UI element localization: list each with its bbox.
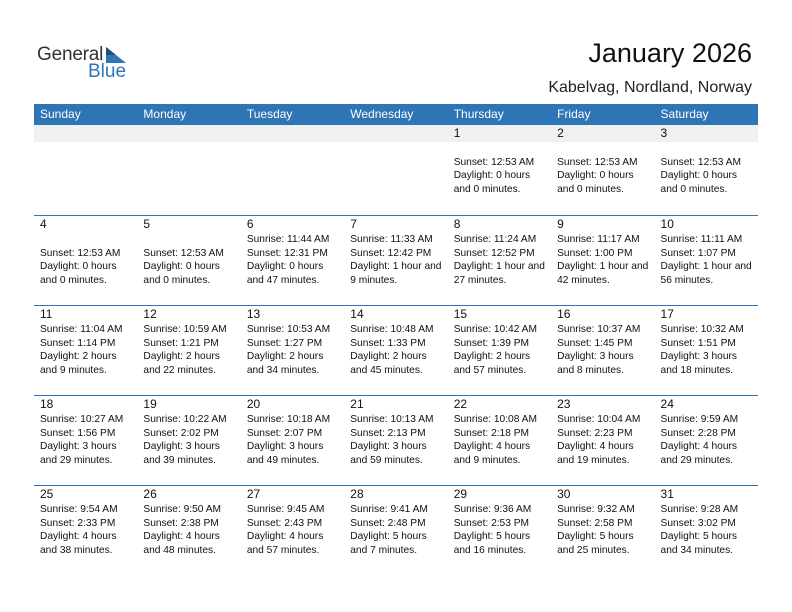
day-cell: [655, 125, 758, 215]
day-cell: [551, 215, 654, 305]
sunset-text: Sunset: 1:00 PM: [557, 247, 633, 259]
sunrise-text: Sunrise: 10:04 AM: [557, 414, 641, 425]
sunset-text: Sunset: 1:14 PM: [40, 337, 116, 349]
sunset-text: Sunset: 12:53 AM: [40, 247, 121, 259]
sunset-text: Sunset: 1:56 PM: [40, 427, 116, 439]
daylight-text: and 34 minutes.: [246, 364, 320, 376]
sunrise-text: Sunrise: 11:17 AM: [557, 234, 640, 245]
sunrise-text: Sunrise: 10:27 AM: [40, 414, 124, 425]
sunrise-text: [557, 142, 652, 156]
daylight-text: and 57 minutes.: [246, 544, 320, 556]
weekday-header-row: [34, 104, 758, 125]
day-sun-info: [241, 233, 344, 287]
day-number: 4: [40, 217, 47, 231]
day-cell: [34, 215, 137, 305]
sunset-text: Sunset: 2:43 PM: [246, 517, 323, 529]
daylight-text: Daylight: 5 hours: [660, 531, 737, 542]
day-number: 25: [40, 487, 54, 501]
sunset-text: Sunset: 2:07 PM: [246, 427, 323, 439]
day-number: 30: [557, 487, 571, 501]
daylight-text: Daylight: 0 hours: [557, 170, 634, 181]
day-sun-info: [241, 413, 344, 467]
day-sun-info: [137, 503, 240, 557]
sunset-text: Sunset: 2:28 PM: [660, 427, 736, 439]
day-number: [344, 125, 447, 142]
day-cell: [34, 395, 137, 485]
daylight-text: 56 minutes.: [660, 274, 714, 286]
daylight-text: 9 minutes.: [350, 274, 398, 286]
daylight-text: Daylight: 4 hours: [246, 531, 324, 542]
week-row: [34, 485, 758, 575]
day-number: 16: [557, 307, 571, 321]
day-cell: [137, 125, 240, 215]
day-number: 13: [246, 307, 261, 321]
day-sun-info: [655, 142, 758, 196]
daylight-text: and 25 minutes.: [557, 544, 630, 556]
week-row: [34, 125, 758, 215]
day-sun-info: [448, 413, 551, 467]
sunset-text: Sunset: 12:53 AM: [660, 156, 741, 168]
daylight-text: Daylight: 5 hours: [350, 531, 427, 542]
day-cell: [34, 125, 137, 215]
daylight-text: and 0 minutes.: [143, 274, 211, 286]
daylight-text: and 7 minutes.: [350, 544, 418, 556]
day-cell: [448, 485, 551, 575]
day-number: 12: [143, 307, 157, 321]
daylight-text: Daylight: 3 hours: [246, 441, 324, 452]
day-cell: [241, 395, 344, 485]
sunrise-text: [40, 233, 135, 247]
sunset-text: Sunset: 1:33 PM: [350, 337, 426, 349]
day-sun-info: [655, 233, 758, 287]
sunset-text: Sunset: 2:13 PM: [350, 427, 426, 439]
daylight-text: Daylight: 3 hours: [557, 351, 634, 362]
daylight-text: Daylight: 0 hours: [660, 170, 737, 181]
sunset-text: Sunset: 2:18 PM: [453, 427, 530, 439]
daylight-text: and 38 minutes.: [40, 544, 113, 556]
daylight-text: and 16 minutes.: [453, 544, 527, 556]
sunset-text: Sunset: 1:51 PM: [660, 337, 736, 349]
weekday-thursday: Thursday: [453, 107, 504, 121]
daylight-text: and 0 minutes.: [557, 183, 624, 195]
sunrise-text: Sunrise: 11:04 AM: [40, 324, 123, 335]
sunset-text: Sunset: 3:02 PM: [660, 517, 736, 529]
day-sun-info: [34, 233, 137, 287]
day-number: 5: [143, 217, 151, 231]
sunset-text: Sunset: 1:45 PM: [557, 337, 633, 349]
sunrise-text: Sunrise: 10:59 AM: [143, 324, 227, 335]
month-calendar: [34, 104, 758, 575]
daylight-text: and 0 minutes.: [660, 183, 728, 195]
day-cell: [655, 485, 758, 575]
day-sun-info: [551, 142, 654, 196]
daylight-text: Daylight: 3 hours: [40, 441, 117, 452]
day-number: 11: [40, 307, 53, 321]
day-cell: [344, 125, 447, 215]
weekday-tuesday: Tuesday: [246, 107, 293, 121]
sunrise-text: Sunrise: 11:33 AM: [350, 234, 433, 245]
daylight-text: Daylight: 4 hours: [143, 531, 220, 542]
sunset-text: Sunset: 1:27 PM: [246, 337, 323, 349]
sunrise-text: Sunrise: 11:11 AM: [660, 234, 743, 245]
sunset-text: Sunset: 12:42 PM: [350, 247, 432, 259]
day-cell: [551, 395, 654, 485]
day-sun-info: [34, 323, 137, 377]
sunrise-text: Sunrise: 10:22 AM: [143, 414, 227, 425]
day-sun-info: [655, 503, 758, 557]
sunrise-text: Sunrise: 9:54 AM: [40, 504, 118, 515]
daylight-text: and 0 minutes.: [453, 183, 521, 195]
sunrise-text: Sunrise: 9:41 AM: [350, 504, 428, 515]
sunrise-text: Sunrise: 10:18 AM: [246, 414, 331, 425]
day-sun-info: [344, 503, 447, 557]
sunset-text: Sunset: 2:58 PM: [557, 517, 633, 529]
day-number: 19: [143, 397, 157, 411]
daylight-text: Daylight: 4 hours: [453, 441, 531, 452]
daylight-text: and 18 minutes.: [660, 364, 734, 376]
day-number: 3: [655, 125, 758, 142]
sunrise-text: Sunrise: 9:36 AM: [453, 504, 532, 515]
week-row: [34, 395, 758, 485]
day-sun-info: [655, 323, 758, 377]
day-number: 2: [551, 125, 654, 142]
daylight-text: and 8 minutes.: [557, 364, 624, 376]
daylight-text: and 57 minutes.: [453, 364, 527, 376]
day-cell: [137, 485, 240, 575]
sunset-text: Sunset: 1:07 PM: [660, 247, 736, 259]
day-number: 18: [40, 397, 54, 411]
sunrise-text: Sunrise: 10:08 AM: [453, 414, 537, 425]
day-cell: [655, 395, 758, 485]
sunrise-text: Sunrise: 9:32 AM: [557, 504, 635, 515]
logo-word-blue: Blue: [88, 61, 127, 82]
day-number: 8: [453, 217, 461, 231]
calendar-location: Kabelvag, Nordland, Norway: [548, 79, 752, 96]
daylight-text: and 39 minutes.: [143, 454, 216, 466]
daylight-text: Daylight: 2 hours: [246, 351, 324, 362]
sunrise-text: Sunrise: 10:48 AM: [350, 324, 434, 335]
day-sun-info: [344, 323, 447, 377]
day-sun-info: [551, 323, 654, 377]
daylight-text: and 47 minutes.: [246, 274, 320, 286]
daylight-text: Daylight: 1 hour and: [453, 261, 545, 272]
daylight-text: Daylight: 0 hours: [143, 261, 220, 272]
sunrise-text: [143, 233, 238, 247]
daylight-text: and 29 minutes.: [660, 454, 734, 466]
logo-word-general: General: [37, 44, 104, 65]
sunrise-text: Sunrise: 11:24 AM: [453, 234, 537, 245]
sunrise-text: Sunrise: 9:59 AM: [660, 414, 739, 425]
sunrise-text: Sunrise: 10:42 AM: [453, 324, 537, 335]
day-cell: [551, 125, 654, 215]
weekday-saturday: Saturday: [660, 107, 709, 121]
sunset-text: Sunset: 2:48 PM: [350, 517, 426, 529]
day-number: [137, 125, 240, 142]
day-sun-info: [551, 503, 654, 557]
daylight-text: Daylight: 2 hours: [40, 351, 117, 362]
daylight-text: and 9 minutes.: [40, 364, 107, 376]
sunset-text: Sunset: 12:53 AM: [453, 156, 535, 168]
day-cell: [34, 485, 137, 575]
day-sun-info: [448, 503, 551, 557]
day-cell: [655, 215, 758, 305]
day-cell: [551, 305, 654, 395]
daylight-text: Daylight: 4 hours: [40, 531, 117, 542]
sunset-text: Sunset: 2:53 PM: [453, 517, 530, 529]
day-number: 26: [143, 487, 157, 501]
day-sun-info: [448, 142, 551, 196]
day-cell: [448, 215, 551, 305]
day-number: 22: [453, 397, 468, 411]
sunrise-text: [454, 142, 549, 156]
day-number: 23: [557, 397, 571, 411]
sunrise-text: Sunrise: 10:32 AM: [660, 324, 744, 335]
day-cell: [137, 215, 240, 305]
daylight-text: and 49 minutes.: [246, 454, 320, 466]
sunset-text: Sunset: 12:53 AM: [143, 247, 224, 259]
day-sun-info: [137, 323, 240, 377]
daylight-text: Daylight: 3 hours: [143, 441, 220, 452]
day-sun-info: [34, 413, 137, 467]
sunrise-text: Sunrise: 10:13 AM: [350, 414, 434, 425]
daylight-text: Daylight: 2 hours: [350, 351, 427, 362]
day-cell: [344, 215, 447, 305]
sunrise-text: Sunrise: 11:44 AM: [246, 234, 330, 245]
day-number: 28: [350, 487, 364, 501]
daylight-text: Daylight: 5 hours: [453, 531, 531, 542]
daylight-text: 42 minutes.: [557, 274, 610, 286]
day-cell: [241, 305, 344, 395]
day-number: 14: [350, 307, 364, 321]
sunrise-text: Sunrise: 10:37 AM: [557, 324, 641, 335]
daylight-text: Daylight: 1 hour and: [350, 261, 442, 272]
sunrise-text: [661, 142, 756, 156]
daylight-text: Daylight: 0 hours: [246, 261, 324, 272]
sunset-text: Sunset: 2:02 PM: [143, 427, 219, 439]
daylight-text: and 59 minutes.: [350, 454, 423, 466]
sunset-text: Sunset: 1:39 PM: [453, 337, 530, 349]
day-sun-info: [137, 413, 240, 467]
daylight-text: and 0 minutes.: [40, 274, 107, 286]
day-cell: [344, 395, 447, 485]
daylight-text: Daylight: 5 hours: [557, 531, 634, 542]
day-number: [241, 125, 344, 142]
weekday-wednesday: Wednesday: [350, 107, 414, 121]
daylight-text: Daylight: 0 hours: [40, 261, 117, 272]
calendar-title: January 2026: [588, 38, 752, 68]
sunset-text: Sunset: 1:21 PM: [143, 337, 219, 349]
day-number: 21: [350, 397, 364, 411]
day-cell: [655, 305, 758, 395]
daylight-text: Daylight: 4 hours: [557, 441, 634, 452]
day-sun-info: [344, 413, 447, 467]
week-row: [34, 305, 758, 395]
sunrise-text: Sunrise: 9:45 AM: [246, 504, 325, 515]
day-cell: [137, 305, 240, 395]
day-sun-info: [551, 233, 654, 287]
day-cell: [137, 395, 240, 485]
generalblue-logo: [37, 44, 137, 80]
daylight-text: and 22 minutes.: [143, 364, 216, 376]
sunset-text: Sunset: 2:23 PM: [557, 427, 633, 439]
daylight-text: Daylight: 2 hours: [453, 351, 531, 362]
weekday-monday: Monday: [143, 107, 187, 121]
sunrise-text: Sunrise: 9:50 AM: [143, 504, 222, 515]
day-number: 7: [350, 217, 357, 231]
day-sun-info: [448, 323, 551, 377]
daylight-text: Daylight: 3 hours: [350, 441, 427, 452]
day-sun-info: [448, 233, 551, 287]
day-cell: [241, 125, 344, 215]
daylight-text: Daylight: 1 hour and: [557, 261, 649, 272]
sunset-text: Sunset: 12:53 AM: [557, 156, 638, 168]
day-number: 15: [453, 307, 468, 321]
daylight-text: 27 minutes.: [453, 274, 507, 286]
day-sun-info: [241, 503, 344, 557]
daylight-text: and 48 minutes.: [143, 544, 216, 556]
day-cell: [448, 395, 551, 485]
day-cell: [448, 125, 551, 215]
week-row: [34, 215, 758, 305]
day-sun-info: [34, 503, 137, 557]
daylight-text: and 45 minutes.: [350, 364, 423, 376]
day-sun-info: [137, 233, 240, 287]
daylight-text: and 34 minutes.: [660, 544, 734, 556]
day-sun-info: [655, 413, 758, 467]
day-cell: [34, 305, 137, 395]
day-cell: [551, 485, 654, 575]
sunset-text: Sunset: 12:31 PM: [246, 247, 328, 259]
day-number: 24: [660, 397, 674, 411]
day-number: 9: [557, 217, 564, 231]
day-sun-info: [344, 233, 447, 287]
day-cell: [344, 485, 447, 575]
day-number: 6: [246, 217, 254, 231]
sunset-text: Sunset: 2:38 PM: [143, 517, 219, 529]
day-sun-info: [241, 323, 344, 377]
day-cell: [241, 215, 344, 305]
daylight-text: Daylight: 0 hours: [453, 170, 531, 181]
day-number: 17: [660, 307, 674, 321]
day-number: 31: [660, 487, 674, 501]
day-number: 29: [453, 487, 468, 501]
sunset-text: Sunset: 12:52 PM: [453, 247, 535, 259]
day-number: 27: [246, 487, 261, 501]
daylight-text: Daylight: 3 hours: [660, 351, 737, 362]
day-cell: [241, 485, 344, 575]
daylight-text: Daylight: 4 hours: [660, 441, 737, 452]
sunrise-text: Sunrise: 10:53 AM: [246, 324, 331, 335]
sunrise-text: Sunrise: 9:28 AM: [660, 504, 739, 515]
calendar-weeks: [34, 125, 758, 575]
day-cell: [448, 305, 551, 395]
daylight-text: and 9 minutes.: [453, 454, 521, 466]
daylight-text: Daylight: 2 hours: [143, 351, 220, 362]
day-number: 10: [660, 217, 674, 231]
day-sun-info: [551, 413, 654, 467]
weekday-friday: Friday: [557, 107, 591, 121]
day-number: 1: [448, 125, 551, 142]
day-number: 20: [246, 397, 261, 411]
daylight-text: and 29 minutes.: [40, 454, 113, 466]
day-cell: [344, 305, 447, 395]
daylight-text: and 19 minutes.: [557, 454, 630, 466]
sunset-text: Sunset: 2:33 PM: [40, 517, 116, 529]
daylight-text: Daylight: 1 hour and: [660, 261, 752, 272]
weekday-sunday: Sunday: [40, 107, 81, 121]
day-number: [34, 125, 137, 142]
